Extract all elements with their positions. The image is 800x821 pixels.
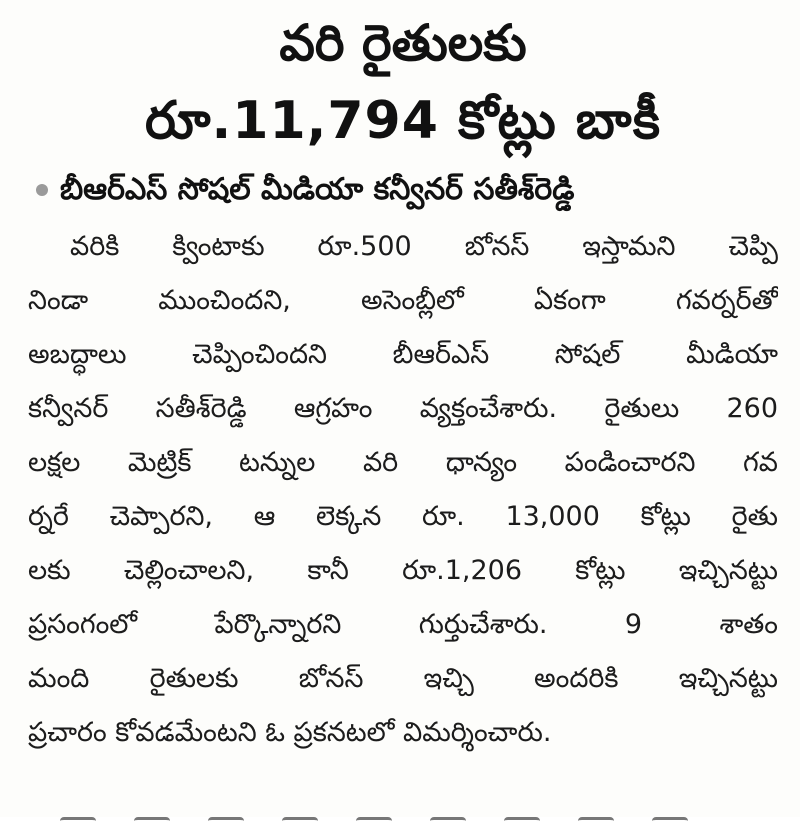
body-line: లక్షల మెట్రిక్‌ టన్నుల వరి ధాన్యం పండించారని గవ	[28, 447, 778, 478]
body-line: లకు చెల్లించాలని, కానీ రూ.1,206 కోట్లు ఇచ్చినట్టు	[28, 555, 778, 586]
body-line: కన్వీనర్‌ సతీశ్‌రెడ్డి ఆగ్రహం వ్యక్తంచేశారు. రైతులు 260	[28, 393, 778, 424]
bullet-icon	[36, 184, 48, 196]
headline	[28, 0, 778, 162]
headline-line-2: రూ.11,794 కోట్లు బాకీ	[144, 91, 662, 151]
body-line: నిండా ముంచిందని, అసెంబ్లీలో ఏకంగా గవర్నర్‌తో	[28, 285, 778, 316]
body-line: అబద్ధాలు చెప్పించిందని బీఆర్‌ఎస్‌ సోషల్‌ మీడియా	[28, 339, 778, 370]
body-line: మంది రైతులకు బోనస్‌ ఇచ్చి అందరికి ఇచ్చినట్టు	[28, 663, 778, 694]
article-body	[28, 220, 778, 760]
byline-text: బీఆర్‌ఎస్‌ సోషల్‌ మీడియా కన్వీనర్‌ సతీశ్‌రెడ్డి	[60, 172, 575, 207]
body-line: ప్రసంగంలో పేర్కొన్నారని గుర్తుచేశారు. 9 శాతం	[28, 609, 778, 640]
headline-line-1: వరి రైతులకు	[279, 14, 527, 72]
body-line: వరికి క్వింటాకు రూ.500 బోనస్‌ ఇస్తామని చెప్పి	[70, 231, 778, 262]
body-line: ప్రచారం కోవడమేంటని ఓ ప్రకనటలో విమర్శించారు.	[28, 717, 552, 748]
body-line: ర్నరే చెప్పారని, ఆ లెక్కన రూ. 13,000 కోట్లు రైతు	[28, 501, 778, 532]
next-line-cutoff	[60, 811, 760, 821]
byline	[28, 166, 778, 214]
